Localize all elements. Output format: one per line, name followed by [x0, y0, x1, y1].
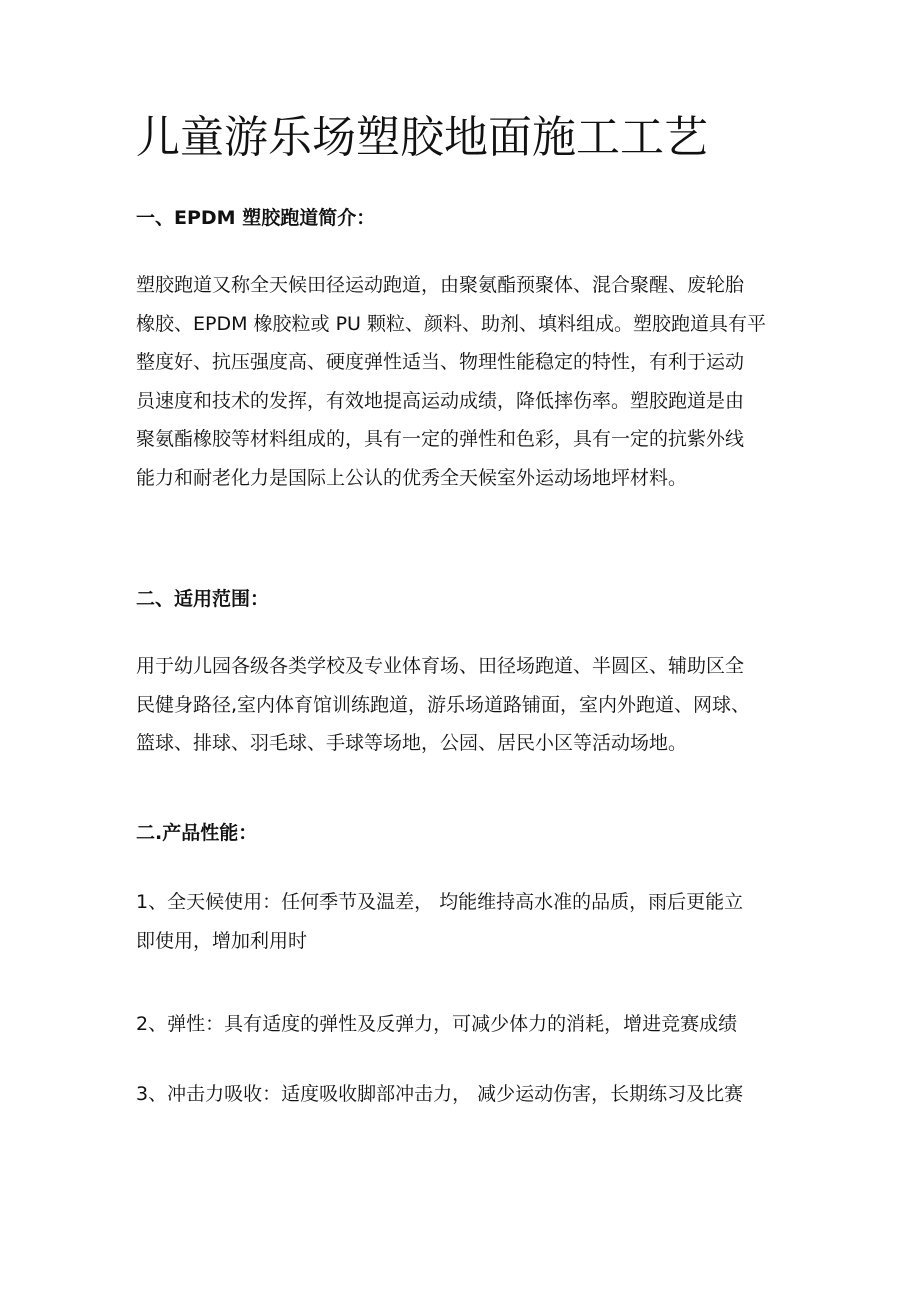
paragraph-line: 橡胶、EPDM 橡胶粒或 PU 颗粒、颜料、助剂、填料组成。塑胶跑道具有平 — [136, 312, 766, 335]
section-heading-performance: 二.产品性能： — [136, 822, 258, 844]
list-item-line: 即使用，增加利用时 — [136, 929, 308, 952]
performance-item-3 — [136, 1075, 786, 1114]
list-item-line: 3、冲击力吸收：适度吸收脚部冲击力， 减少运动伤害，长期练习及比赛 — [136, 1083, 744, 1105]
paragraph-line: 用于幼儿园各级各类学校及专业体育场、田径场跑道、半圆区、辅助区全 — [136, 655, 745, 677]
section-heading-scope: 二、适用范围： — [136, 588, 270, 610]
document-title: 儿童游乐场塑胶地面施工工艺 — [136, 112, 708, 163]
paragraph-line: 员速度和技术的发挥，有效地提高运动成绩，降低摔伤率。塑胶跑道是由 — [136, 389, 745, 412]
performance-item-2 — [136, 1005, 786, 1044]
list-item-line: 2、弹性：具有适度的弹性及反弹力，可减少体力的消耗，增进竞赛成绩 — [136, 1013, 738, 1035]
paragraph-line: 塑胶跑道又称全天候田径运动跑道，由聚氨酯预聚体、混合聚醒、废轮胎 — [136, 274, 745, 296]
list-item-line: 1、全天候使用：任何季节及温差， 均能维持高水准的品质，雨后更能立 — [136, 891, 744, 913]
paragraph-line: 民健身路径,室内体育馆训练跑道，游乐场道路铺面，室内外跑道、网球、 — [136, 693, 751, 716]
paragraph-line: 篮球、排球、羽毛球、手球等场地，公园、居民小区等活动场地。 — [136, 732, 688, 754]
paragraph-line: 整度好、抗压强度高、硬度弹性适当、物理性能稳定的特性，有利于运动 — [136, 351, 745, 373]
performance-item-1 — [136, 883, 786, 960]
paragraph-line: 能力和耐老化力是国际上公认的优秀全天候室外运动场地坪材料。 — [136, 466, 688, 489]
intro-paragraph — [136, 266, 786, 497]
section-heading-intro: 一、EPDM 塑胶跑道简介： — [136, 207, 376, 229]
scope-paragraph — [136, 647, 786, 763]
paragraph-line: 聚氨酯橡胶等材料组成的，具有一定的弹性和色彩，具有一定的抗紫外线 — [136, 428, 745, 450]
